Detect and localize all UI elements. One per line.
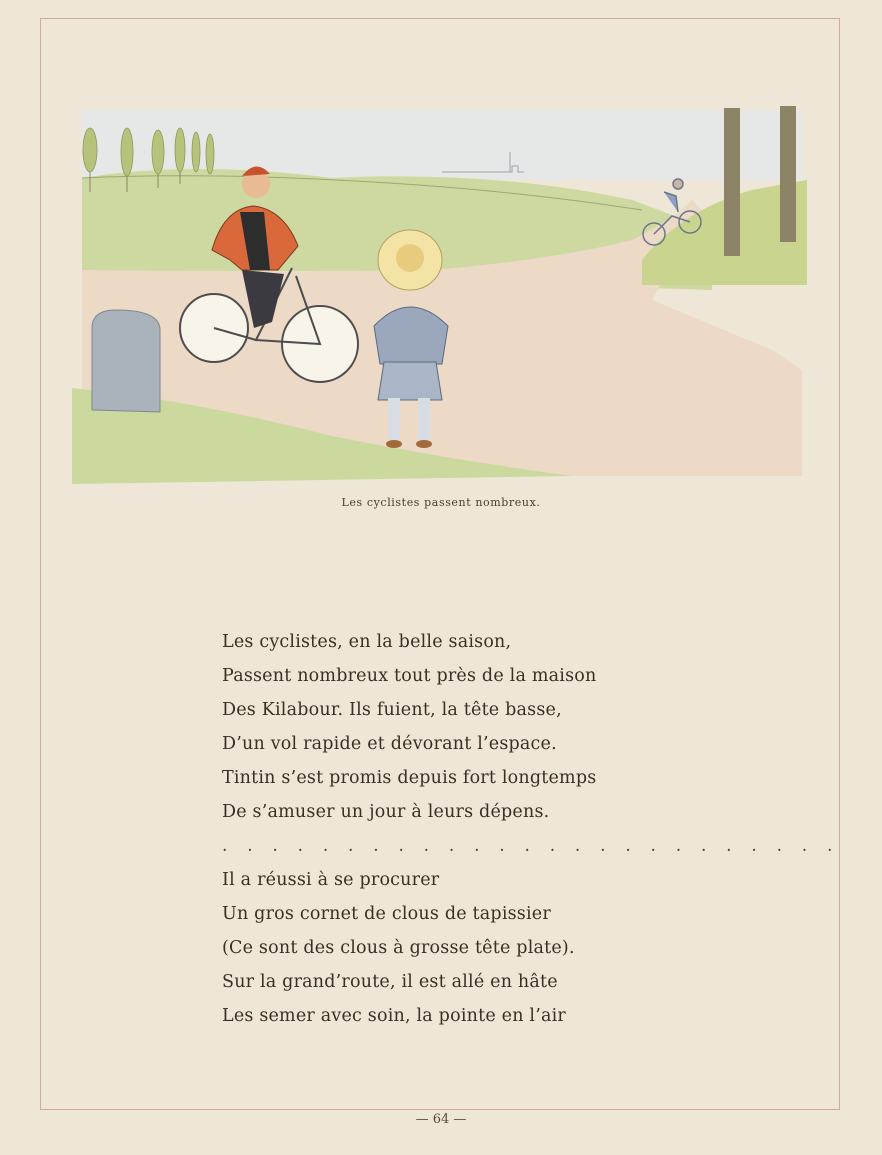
tree-trunk: [724, 108, 740, 256]
poem-line: Des Kilabour. Ils fuient, la tête basse,: [222, 700, 562, 720]
poem-line: Les semer avec soin, la pointe en l’air: [222, 1006, 566, 1026]
tree-trunk: [780, 106, 796, 242]
poem-line: Un gros cornet de clous de tapissier: [222, 904, 551, 924]
illustration-caption: Les cyclistes passent nombreux.: [341, 496, 541, 509]
poem-line: Les cyclistes, en la belle saison,: [222, 632, 512, 652]
poem-line: (Ce sont des clous à grosse tête plate).: [222, 938, 575, 958]
poem-line: Il a réussi à se procurer: [222, 870, 440, 890]
dotted-separator: . . . . . . . . . . . . . . . . . . . . . . . . .: [222, 836, 840, 856]
poem-line: D’un vol rapide et dévorant l’espace.: [222, 734, 557, 754]
poem-line: Tintin s’est promis depuis fort longtemps: [222, 768, 597, 788]
poem-line: Sur la grand’route, il est allé en hâte: [222, 972, 558, 992]
page-number: — 64 —: [415, 1112, 467, 1127]
poem-line: De s’amuser un jour à leurs dépens.: [222, 802, 550, 822]
poem: [222, 625, 840, 1033]
poem-line: Passent nombreux tout près de la maison: [222, 666, 597, 686]
milestone: [92, 310, 160, 412]
illustration-cyclists: [72, 100, 812, 488]
